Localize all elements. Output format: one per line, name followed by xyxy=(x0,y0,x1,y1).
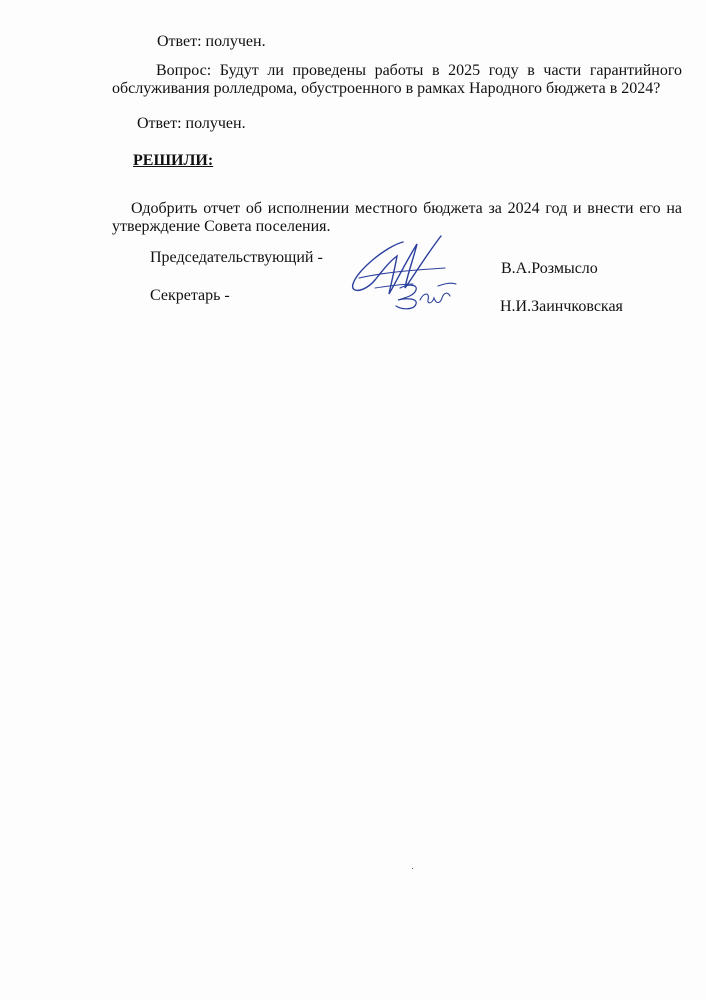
secretary-role: Секретарь - xyxy=(150,287,230,304)
chair-role: Председательствующий - xyxy=(150,249,323,266)
secretary-name: Н.И.Заинчковская xyxy=(500,298,623,315)
decision-heading: РЕШИЛИ: xyxy=(133,152,214,169)
chair-name: В.А.Розмысло xyxy=(501,260,598,277)
answer-2: Ответ: получен. xyxy=(137,115,246,132)
secretary-signature xyxy=(392,278,462,314)
question-paragraph: Вопрос: Будут ли проведены работы в 2025 году в части гарантийного обслуживания ролледрома, обустроенного в рамках Народного бюджета в 2024? xyxy=(112,62,682,97)
answer-1: Ответ: получен. xyxy=(157,33,266,50)
scan-speck xyxy=(412,868,413,869)
decision-paragraph: Одобрить отчет об исполнении местного бюджета за 2024 год и внести его на утверждение Совета поселения. xyxy=(112,200,682,235)
